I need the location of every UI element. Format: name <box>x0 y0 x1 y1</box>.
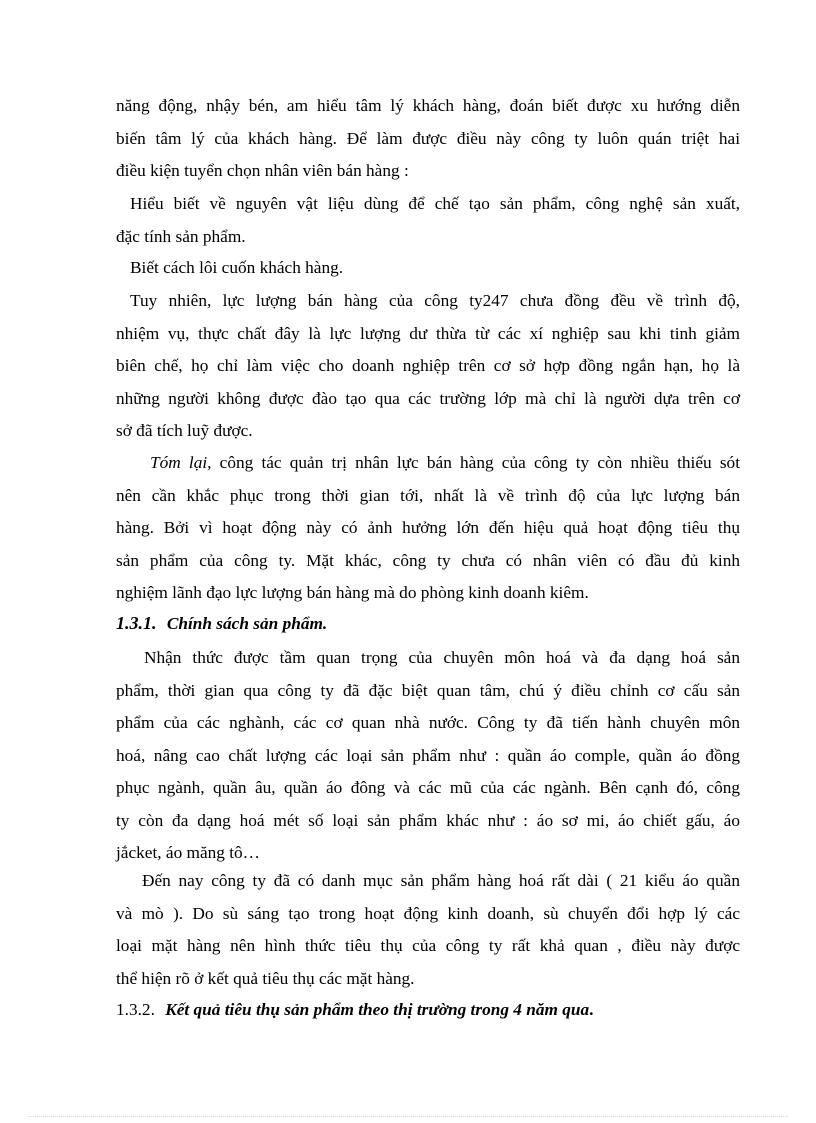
page-bottom-divider <box>28 1116 788 1117</box>
text-line: điều kiện tuyển chọn nhân viên bán hàng : <box>116 161 409 180</box>
text-line: jắcket, áo măng tô… <box>116 843 260 862</box>
text-line: sản phẩm của công ty. Mặt khác, công ty chưa có nhân viên có đầu đủ kinh <box>116 550 740 570</box>
section-number: 1.3.1. <box>116 613 157 633</box>
text-line: nhiệm vụ, thực chất đây là lực lượng dư thừa từ các xí nghiệp sau khi tinh giảm <box>116 323 740 343</box>
section-heading-1-3-2 <box>116 995 594 1025</box>
paragraph-product-policy <box>116 642 740 870</box>
text-line: nên cần khắc phục trong thời gian tới, nhất là về trình độ của lực lượng bán <box>116 485 740 505</box>
text-line: thể hiện rõ ở kết quả tiêu thụ các mặt hàng. <box>116 968 415 988</box>
paragraph-sales-staff-requirements <box>116 90 740 188</box>
paragraph-material-knowledge <box>116 188 740 253</box>
paragraph-summary <box>116 447 740 610</box>
paragraph-attract-customers <box>130 252 740 285</box>
paragraph-product-catalog <box>116 865 740 995</box>
text-line: loại mặt hàng nên hình thức tiêu thụ của công ty rất khả quan , điều này được <box>116 936 740 955</box>
text-line <box>116 447 740 480</box>
text-line: biến tâm lý của khách hàng. Để làm được điều này công ty luôn quán triệt hai <box>116 128 740 148</box>
section-title: Chính sách sản phẩm. <box>166 614 328 633</box>
text-line: Đến nay công ty đã có danh mục sản phẩm hàng hoá rất dài ( 21 kiểu áo quần <box>142 871 740 890</box>
text-line: những người không được đào tạo qua các trường lớp mà chỉ là người dựa trên cơ <box>116 388 740 408</box>
text-line: Hiểu biết về nguyên vật liệu dùng để chế tạo sản phẩm, công nghệ sản xuất, <box>130 194 740 213</box>
text-line: phẩm của các nghành, các cơ quan nhà nước. Công ty đã tiến hành chuyên môn <box>116 713 740 732</box>
text-line: Biết cách lôi cuốn khách hàng. <box>130 258 344 277</box>
text-line: biên chế, họ chỉ làm việc cho doanh nghiệp trên cơ sở hợp đồng ngắn hạn, họ là <box>116 356 740 375</box>
text-line: và mò ). Do sù sáng tạo trong hoạt động kinh doanh, sù chuyển đổi hợp lý các <box>116 903 740 923</box>
text-line: Nhận thức được tầm quan trọng của chuyên môn hoá và đa dạng hoá sản <box>144 648 740 667</box>
text-line: đặc tính sản phẩm. <box>116 226 246 246</box>
section-title-dot: . <box>589 1000 594 1019</box>
paragraph-sales-force-issues <box>116 285 740 448</box>
text-line: ty còn đa dạng hoá mét số loại sản phẩm khác như : áo sơ mi, áo chiết gấu, áo <box>116 810 740 830</box>
text-line: nghiệm lãnh đạo lực lượng bán hàng mà do phòng kinh doanh kiêm. <box>116 583 589 602</box>
text-line: phục ngành, quần âu, quần áo đông và các mũ của các ngành. Bên cạnh đó, công <box>116 778 740 797</box>
text-line: sở đã tích luỹ được. <box>116 421 253 440</box>
text-line: năng động, nhậy bén, am hiểu tâm lý khách hàng, đoán biết được xu hướng diễn <box>116 96 740 115</box>
summary-lead: Tóm lại, <box>150 453 212 472</box>
section-number: 1.3.2. <box>116 1000 155 1019</box>
section-heading-1-3-1 <box>116 608 327 639</box>
text-line: hàng. Bởi vì hoạt động này có ảnh hưởng lớn đến hiệu quả hoạt động tiêu thụ <box>116 518 740 537</box>
text-line: Tuy nhiên, lực lượng bán hàng của công ty247 chưa đồng đều về trình độ, <box>130 291 740 310</box>
section-title: Kết quả tiêu thụ sản phẩm theo thị trường trong 4 năm qua <box>165 1000 590 1019</box>
text-line: hoá, nâng cao chất lượng các loại sản phẩm như : quần áo comple, quần áo đồng <box>116 745 740 765</box>
summary-first-line: công tác quản trị nhân lực bán hàng của công ty còn nhiều thiếu sót <box>211 453 740 472</box>
text-line: phẩm, thời gian qua công ty đã đặc biệt quan tâm, chú ý điều chỉnh cơ cấu sản <box>116 680 740 700</box>
